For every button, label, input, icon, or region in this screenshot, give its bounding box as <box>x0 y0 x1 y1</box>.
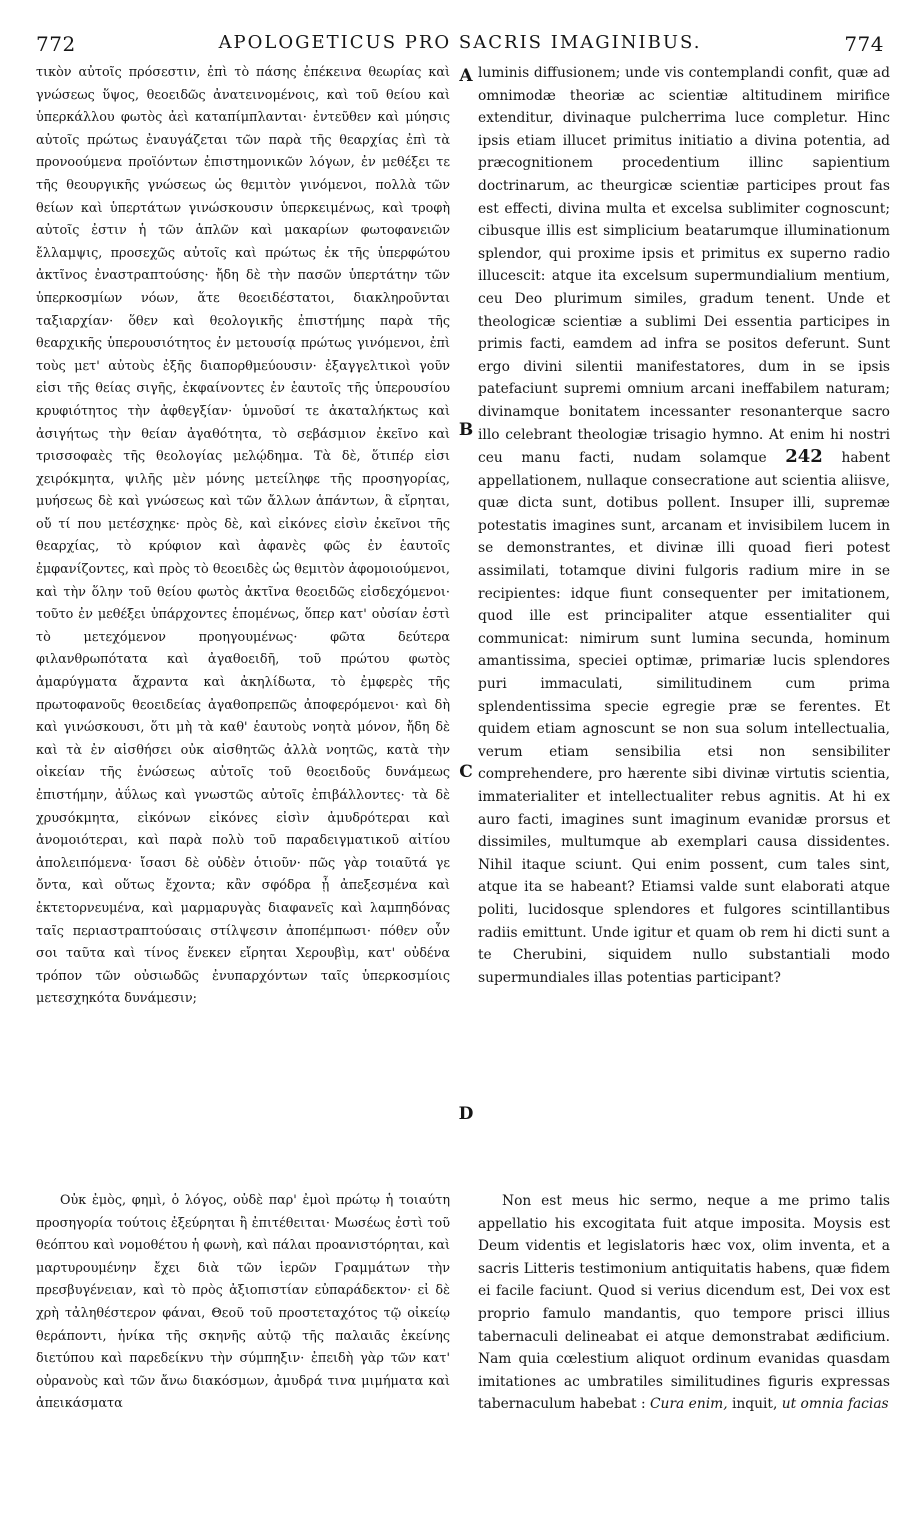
running-title: APOLOGETICUS PRO SACRIS IMAGINIBUS. <box>218 32 702 53</box>
page-number-left: 772 <box>36 32 76 56</box>
margin-marker-d: D <box>458 1104 474 1124</box>
latin-inquit: inquit, <box>727 1396 782 1413</box>
greek-column-section-1 <box>36 62 450 1011</box>
latin-quote-1: Cura enim, <box>650 1396 728 1413</box>
latin-quote-2: ut omnia facias <box>781 1396 889 1413</box>
latin-paragraph-2-text: Non est meus hic sermo, neque a me primo talis appellatio his excogitata fuit atque imposita. Moysis est Deum videntis et legislatoris hæc vox, olim inventa, et a sacris Litteris testimonium antiquitatis habens, quæ fidem ei facile faciunt. Quod si verius dicendum est, Dei vox est proprio famulo mandantis, quo tempore prisci illius tabernaculi delineabat ei atque demonstrabat ædificium. Nam quia cœlestium aliquot ordinum evanidas quasdam imitationes ac umbratiles similitudines figuris expressas tabernaculum habebat : <box>478 1193 890 1413</box>
latin-paragraph-1 <box>478 62 890 989</box>
latin-paragraph-2 <box>478 1190 890 1416</box>
column-number: 242 <box>785 446 823 468</box>
page-number-right: 774 <box>844 32 884 56</box>
margin-marker-c: C <box>459 762 473 782</box>
latin-column-section-1 <box>478 62 890 989</box>
latin-paragraph-1-part-1: luminis diffusionem; unde vis contemplandi confit, quæ ad omnimodæ theoriæ ac scientiæ altitudinem mirifice extenditur, divinaque pulcherrima luce completur. Hinc ipsis etiam illucet primitus initiatio a divina potentia, ad præcognitionem procedentium illinc sapientium doctrinarum, ac theurgicæ scientiæ participes prout fas est effecti, divina multa et excelsa sublimiter cognoscunt; cibusque illis est simplicium beatarumque illuminationum splendor, qui proxime ipsis et primitus ex superno radio illucescit: atque ita excelsum supermundialium mentium, ceu Deo plurimum similes, gradum tenent. Unde et theologicæ scientiæ a sublimi Dei essentia participes in primis facti, eamdem ad infra se positos deferunt. Sunt ergo divini silentii manifestatores, dum in se ipsis patefaciunt supremi omnium arcani ineffabilem naturam; divinamque bonitatem incessanter resonanterque sacro illo celebrant theologiæ trisagio hymno. At enim hi nostri ceu manu facti, nudam solamque <box>478 65 890 467</box>
latin-column-section-2 <box>478 1190 890 1416</box>
page-header <box>36 32 884 60</box>
latin-paragraph-1-part-2: habent appellationem, nullaque consecratione aut scientia aliisve, quæ dicta sunt, dotibus pollent. Insuper illi, supremæ potestatis imagines sunt, arcanam et invisibilem lucem in se demonstrantes, et divinæ illi quoad fieri potest assimilati, totamque divini fulgoris radium mire in se recipientes: idque fiunt consequenter per imitationem, quod ille est principaliter atque essentialiter qui communicat: nimirum sunt lumina secunda, hominum amantissima, speciei optimæ, primariæ lucis splendores puri immaculati, similitudinem cum prima splendentissima specie egregie præ se ferentes. Et quidem etiam agnoscunt se non sua solum intellectualia, verum etiam sensibilia etsi non sensibiliter comprehendere, pro hærente sibi divinæ virtutis scientia, immaterialiter et intellectualiter rebus agnitis. At hi ex auro facti, imagines sunt imaginum evanidæ prorsus et dissimiles, multumque ab exemplari causa dissidentes. Nihil itaque sciunt. Qui enim possent, cum tales sint, atque ita se habeant? Etiamsi valde sunt elaborati atque politi, lucidosque splendores et fulgores scintillantibus radiis emittunt. Unde igitur et quam ob rem hi dicti sunt a te Cherubini, siquidem nullo substantiali modo supermundiales illas potentias participant? <box>478 450 890 986</box>
greek-paragraph-1: τικὸν αὐτοῖς πρόσεστιν, ἐπὶ τὸ πάσης ἐπέκεινα θεωρίας καὶ γνώσεως ὕψος, θεοειδῶς ἀνατεινομένοις, καὶ τοῦ θείου καὶ ὑπερκάλλου φωτὸς ἀεὶ καταπίμπλανται· ἐντεῦθεν καὶ μύησις αὐτοῖς πρώτως ἐναυγάζεται τῶν παρὰ τῆς θεαρχίας ἐπὶ τὰ προνοούμενα προϊόντων ἐπιστημονικῶν λόγων, ἐν μεθέξει τε τῆς θεουργικῆς γνώσεως ὡς θεμιτὸν γινόμενοι, πολλὰ τῶν θείων καὶ ὑπερτάτων γινώσκουσιν ὑπερκειμένως, καὶ τροφὴ αὐτοῖς ἐστιν ἡ τῶν ἁπλῶν καὶ μακαρίων φωτοφανειῶν ἔλλαμψις, προσεχῶς αὐτοῖς καὶ πρώτως ἐκ τῆς ὑπερφώτου ἀκτῖνος ἐναστραπτούσης· ἤδη δὲ τὴν πασῶν ὑπερτάτην τῶν ὑπερκοσμίων νόων, ἅτε θεοειδέστατοι, διακληροῦνται ταξιαρχίαν· ὅθεν καὶ θεολογικῆς ἐπιστήμης παρὰ τῆς θεαρχικῆς ὑπερουσιότητος ἐν μετουσίᾳ πρώτως γινόμενοι, ἐπὶ τοὺς μετ' αὐτοὺς ἐξῆς διαπορθμεύουσιν· ἐξαγγελτικοὶ γοῦν εἰσι τῆς θείας σιγῆς, ἐκφαίνοντες ἐν ἑαυτοῖς τῆς ὑπερουσίου κρυφιότητος τὴν ἀφθεγξίαν· ὑμνοῦσί τε ἀκαταλήκτως καὶ ἀσιγήτως τὴν θείαν ἀγαθότητα, τὸ σεβάσμιον ἐκεῖνο καὶ τρισσοφαὲς τῆς θεολογίας μελῴδημα. Τὰ δὲ, ὅτιπέρ εἰσι χειρόκμητα, ψιλῆς μὲν μόνης μετείληφε τῆς προσηγορίας, μυήσεως δὲ καὶ γνώσεως καὶ τῶν ἄλλων ἁπάντων, ἃ εἴρηται, οὔ τί που μετέσχηκε· πρὸς δὲ, καὶ εἰκόνες εἰσὶν ἐκεῖνοι τῆς θεαρχίας, τὸ κρύφιον καὶ ἀφανὲς φῶς ἐν ἑαυτοῖς ἐμφανίζοντες, καὶ πρὸς τὸ θεοειδὲς ὡς θεμιτὸν ἀφομοιούμενοι, καὶ τὴν ὅλην τοῦ θείου φωτὸς ἀκτῖνα θεοειδῶς εἰσδεχόμενοι· τοῦτο ἐν μεθέξει ὑπάρχοντες ἑπομένως, ὅπερ κατ' οὐσίαν ἐστὶ τὸ μετεχόμενον προηγουμένως· φῶτα δεύτερα φιλανθρωπότατα καὶ ἀγαθοειδῆ, τοῦ πρώτου φωτὸς ἀμαρύγματα ἄχραντα καὶ ἀκηλίδωτα, τὸ ἐμφερὲς τῆς πρωτοφανοῦς θεοειδείας ἀγαθοπρεπῶς ἀποφερόμενοι· καὶ δὴ καὶ γινώσκουσι, ὅτι μὴ τὰ καθ' ἑαυτοὺς νοητὰ μόνον, ἤδη δὲ καὶ τὰ ἐν αἰσθήσει οὐκ αἰσθητῶς ἀλλὰ νοητῶς, κατὰ τὴν οἰκείαν τῆς ἑνώσεως αὐτοῖς τοῦ θεοειδοῦς δυνάμεως ἐπιστήμην, ἀΰλως καὶ γνωστῶς αὐτοῖς ἐπιβάλλοντες· τὰ δὲ χρυσόκμητα, εἰκόνων εἰκόνες εἰσὶν ἀμυδρότεραι καὶ ἀνομοιότεραι, καὶ παρὰ πολὺ τοῦ παραδειγματικοῦ αἰτίου ἀπολειπόμενα· ἴσασι δὲ οὐδὲν ὁτιοῦν· πῶς γὰρ τοιαῦτά γε ὄντα, καὶ οὕτως ἔχοντα; κἂν σφόδρα ᾖ ἀπεξεσμένα καὶ ἐκτετορνευμένα, καὶ μαρμαρυγὰς διαφανεῖς καὶ λαμπηδόνας ταῖς περιαστραπτούσαις στίλψεσιν ἀποπέμπωσι· πόθεν οὖν σοι ταῦτα καὶ τίνος ἕνεκεν εἴρηται Χερουβὶμ, κατ' οὐδένα τρόπον τῶν οὐσιωδῶς ἐνυπαρχόντων ταῖς ὑπερκοσμίοις μετεσχηκότα δυνάμεσιν; <box>36 65 450 1007</box>
margin-marker-a: A <box>459 66 473 86</box>
margin-marker-b: B <box>458 420 474 440</box>
greek-column-section-2 <box>36 1190 450 1416</box>
greek-paragraph-2: Οὐκ ἐμὸς, φημὶ, ὁ λόγος, οὐδὲ παρ' ἐμοὶ πρώτῳ ἡ τοιαύτη προσηγορία τούτοις ἐξεύρηται ἢ ἐπιτέθειται· Μωσέως ἐστὶ τοῦ θεόπτου καὶ νομοθέτου ἡ φωνὴ, καὶ πάλαι προανιστόρηται, καὶ μαρτυρουμένην ἔχει διὰ τῶν ἱερῶν Γραμμάτων τὴν πρεσβυγένειαν, καὶ τὸ πρὸς ἀξιοπιστίαν εὐπαράδεκτον· εἰ δὲ χρὴ τἀληθέστερον φάναι, Θεοῦ τοῦ προστεταχότος τῷ οἰκείῳ θεράποντι, ἡνίκα τῆς σκηνῆς αὐτῷ τῆς παλαιᾶς ἐκείνης διετύπου καὶ παρεδείκνυ τὴν σύμπηξιν· ἐπειδὴ γὰρ τῶν κατ' οὐρανοὺς καὶ τῶν ἄνω διακόσμων, ἀμυδρά τινα μιμήματα καὶ ἀπεικάσματα <box>36 1193 450 1412</box>
